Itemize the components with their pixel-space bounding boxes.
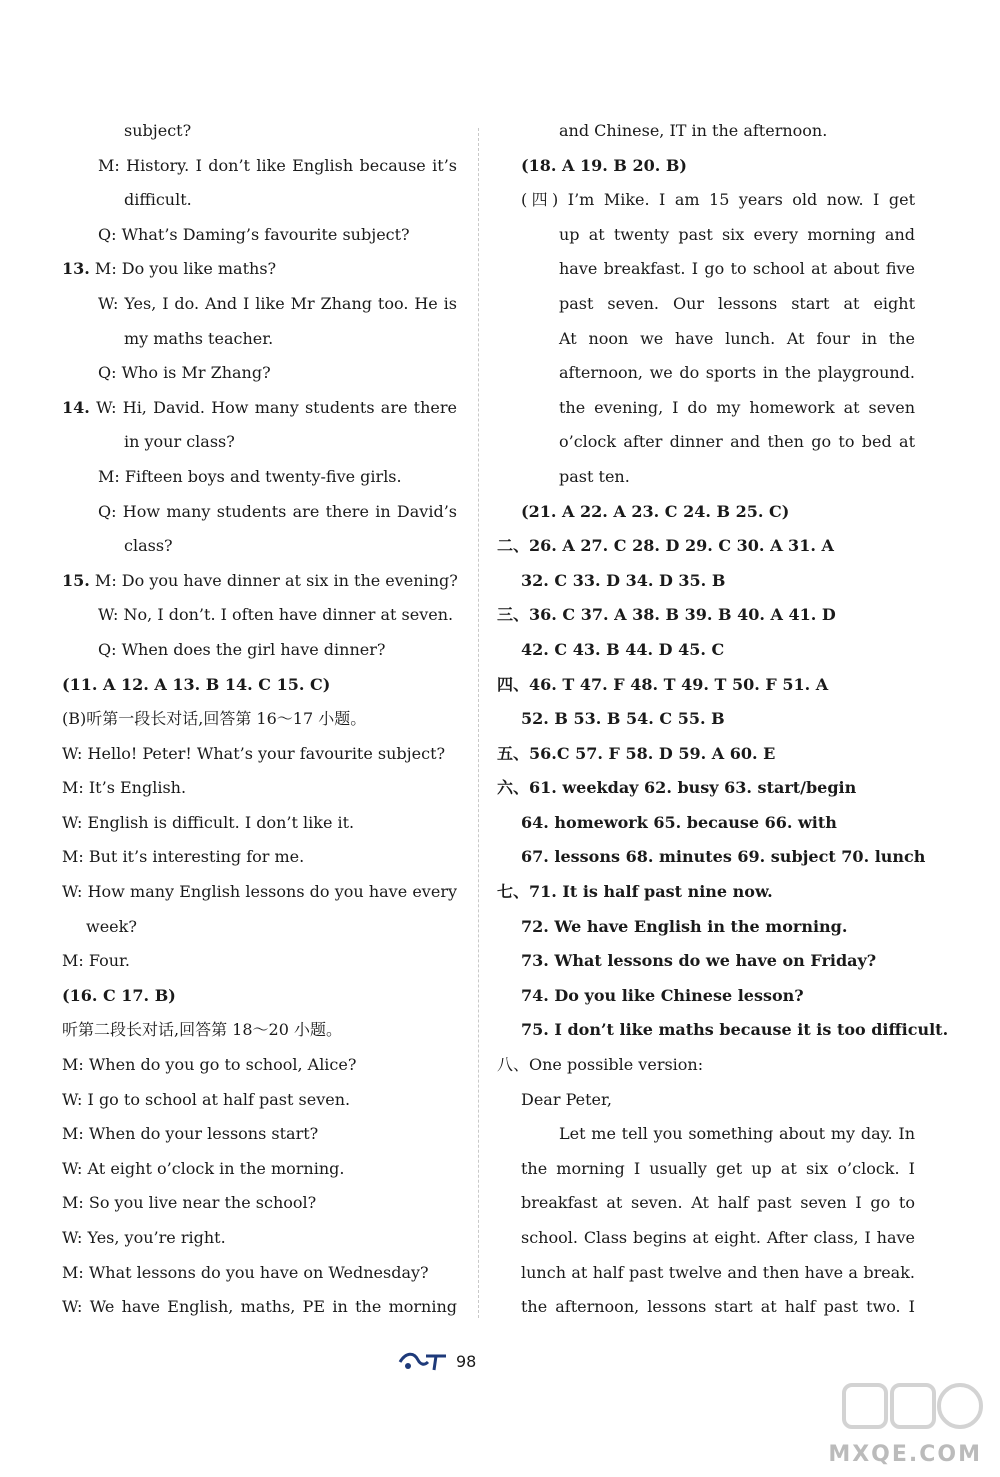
answer-key: (11. A 12. A 13. B 14. C 15. C) [62,674,331,694]
answer-key: (21. A 22. A 23. C 24. B 25. C) [521,501,790,521]
text-line [62,183,457,218]
line-text: have breakfast. I go to school at about five [559,259,915,279]
text-line [62,668,457,703]
text-line [497,322,915,357]
text-line [62,322,457,357]
answer-key: 75. I don’t like maths because it is too difficult. [521,1020,949,1040]
left-column [62,114,457,1325]
line-text: W: Hello! Peter! What’s your favourite subject? [62,743,446,763]
text-line [62,218,457,253]
text-line [62,564,457,599]
answer-key: 74. Do you like Chinese lesson? [521,985,804,1005]
line-text: Q: When does the girl have dinner? [98,639,386,659]
text-line [62,1083,457,1118]
text-line [497,1256,915,1291]
text-line [497,737,915,772]
line-text: o’clock after dinner and then go to bed at [559,432,915,452]
text-line [497,252,915,287]
text-line [62,944,457,979]
text-line [497,1083,915,1118]
line-text: M: Four. [62,951,130,971]
line-text: Q: What’s Daming’s favourite subject? [98,224,410,244]
text-line [497,356,915,391]
column-divider [478,128,479,1318]
line-text: W: Yes, you’re right. [62,1228,226,1247]
line-text: M: So you live near the school? [62,1193,317,1213]
text-line [62,875,457,910]
line-text: the morning I usually get up at six o’clock. I [521,1158,915,1178]
answer-key: 32. C 33. D 34. D 35. B [521,570,726,590]
text-line [497,460,915,495]
line-text: M: What lessons do you have on Wednesday? [62,1262,429,1282]
text-line [497,668,915,703]
text-line [497,771,915,806]
text-line [62,287,457,322]
text-line [62,1013,457,1048]
line-text: afternoon, we do sports in the playground. [559,363,915,383]
text-line [62,252,457,287]
text-line [497,702,915,737]
text-line [497,840,926,875]
answer-key: 五、56.C 57. F 58. D 59. A 60. E [497,743,776,763]
line-text: W: No, I don’t. I often have dinner at seven. [98,605,454,625]
question-number: 14. [62,397,90,417]
text-line [497,149,915,184]
text-line [62,979,457,1014]
line-text: the afternoon, lessons start at half past two. I [521,1297,915,1317]
text-line [62,1221,457,1256]
publisher-logo-icon [396,1348,452,1374]
text-line [497,183,915,218]
answer-key: 二、26. A 27. C 28. D 29. C 30. A 31. A [497,536,834,556]
text-line [62,806,457,841]
answer-key: 64. homework 65. because 66. with [521,812,837,832]
text-line [62,529,457,564]
answer-key: 42. C 43. B 44. D 45. C [521,639,725,659]
text-line [62,1048,457,1083]
line-text: M: It’s English. [62,778,187,798]
text-line [62,1117,457,1152]
text-line [62,1290,457,1325]
answer-key: 七、71. It is half past nine now. [497,882,773,902]
text-line [497,1152,915,1187]
text-line [497,495,915,530]
line-text: breakfast at seven. At half past seven I go to [521,1193,915,1213]
line-text: in your class? [124,432,235,452]
page-number: 98 [456,1352,477,1371]
line-text: M: History. I don’t like English because it’s [98,155,457,175]
text-line [497,425,915,460]
line-text: and Chinese, IT in the afternoon. [559,121,828,140]
line-text: Dear Peter, [521,1089,612,1109]
text-line [497,633,915,668]
question-number: 13. [62,259,90,279]
text-line [62,460,457,495]
text-line [497,529,915,564]
text-line [62,702,457,737]
question-number: 15. [62,570,90,590]
answer-key: 67. lessons 68. minutes 69. subject 70. lunch [521,847,926,867]
answer-key: (18. A 19. B 20. B) [521,155,687,175]
line-text: the evening, I do my homework at seven [559,397,915,417]
line-text: W: Hi, David. How many students are there [89,397,457,417]
line-text: M: Fifteen boys and twenty-five girls. [98,466,402,486]
line-text: W: I go to school at half past seven. [62,1089,351,1109]
text-line [62,1256,457,1291]
text-line [62,425,457,460]
text-line [62,840,457,875]
text-line [62,771,457,806]
text-line [62,1152,457,1187]
right-column [497,114,949,1325]
line-text: Q: How many students are there in David’s [98,501,457,521]
line-text: difficult. [124,190,192,210]
line-text: past seven. Our lessons start at eight [559,293,915,313]
line-text: class? [124,536,173,556]
text-line [497,1048,915,1083]
text-line [497,391,915,426]
text-line [497,806,915,841]
text-line [62,1186,457,1221]
text-line [497,1186,915,1221]
line-text: (B)听第一段长对话,回答第 16～17 小题。 [62,709,367,729]
line-text: W: We have English, maths, PE in the morning [62,1297,457,1317]
text-line [62,114,457,149]
text-line [497,287,915,322]
line-text: M: Do you like maths? [89,259,277,279]
line-text: M: Do you have dinner at six in the evening? [89,570,458,590]
watermark-text: MXQE.COM [828,1442,982,1467]
text-line [497,875,915,910]
line-text: week? [86,916,137,936]
text-line [62,495,457,530]
text-line [62,737,457,772]
line-text: past ten. [559,466,630,486]
text-line [497,598,915,633]
line-text: M: When do your lessons start? [62,1124,319,1144]
answer-key: 六、61. weekday 62. busy 63. start/begin [497,778,857,798]
text-line [497,1013,949,1048]
text-line [497,218,915,253]
text-line [497,1117,915,1152]
text-line [62,910,457,945]
answer-key: 四、46. T 47. F 48. T 49. T 50. F 51. A [497,674,829,694]
line-text: W: English is difficult. I don’t like it. [62,812,355,832]
text-line [62,356,457,391]
line-text: 八、One possible version: [497,1055,704,1075]
line-text: At noon we have lunch. At four in the [559,328,915,348]
answer-key: (16. C 17. B) [62,985,176,1005]
line-text: up at twenty past six every morning and [559,224,915,244]
line-text: M: When do you go to school, Alice? [62,1055,357,1075]
line-text: subject? [124,121,192,140]
text-line [62,149,457,184]
line-text: 听第二段长对话,回答第 18～20 小题。 [62,1020,342,1040]
line-text: Let me tell you something about my day. In [559,1124,915,1144]
text-line [497,114,915,149]
answer-key: 73. What lessons do we have on Friday? [521,951,877,971]
text-line [497,1290,915,1325]
line-text: my maths teacher. [124,328,274,348]
text-line [497,564,915,599]
line-text: W: How many English lessons do you have every [62,882,457,902]
text-line [497,910,915,945]
text-line [497,979,915,1014]
text-line [497,944,915,979]
line-text: (四) I’m Mike. I am 15 years old now. I get [521,190,915,210]
line-text: lunch at half past twelve and then have a break. [521,1262,915,1282]
answer-key: 52. B 53. B 54. C 55. B [521,709,725,729]
answer-key: 三、36. C 37. A 38. B 39. B 40. A 41. D [497,605,836,625]
answer-key: 72. We have English in the morning. [521,916,848,936]
text-line [62,598,457,633]
text-line [497,1221,915,1256]
line-text: W: Yes, I do. And I like Mr Zhang too. He is [98,293,457,313]
line-text: M: But it’s interesting for me. [62,847,305,867]
line-text: Q: Who is Mr Zhang? [98,363,271,383]
line-text: W: At eight o’clock in the morning. [62,1158,345,1178]
line-text: school. Class begins at eight. After class, I have [521,1228,915,1247]
text-line [62,391,457,426]
text-line [62,633,457,668]
